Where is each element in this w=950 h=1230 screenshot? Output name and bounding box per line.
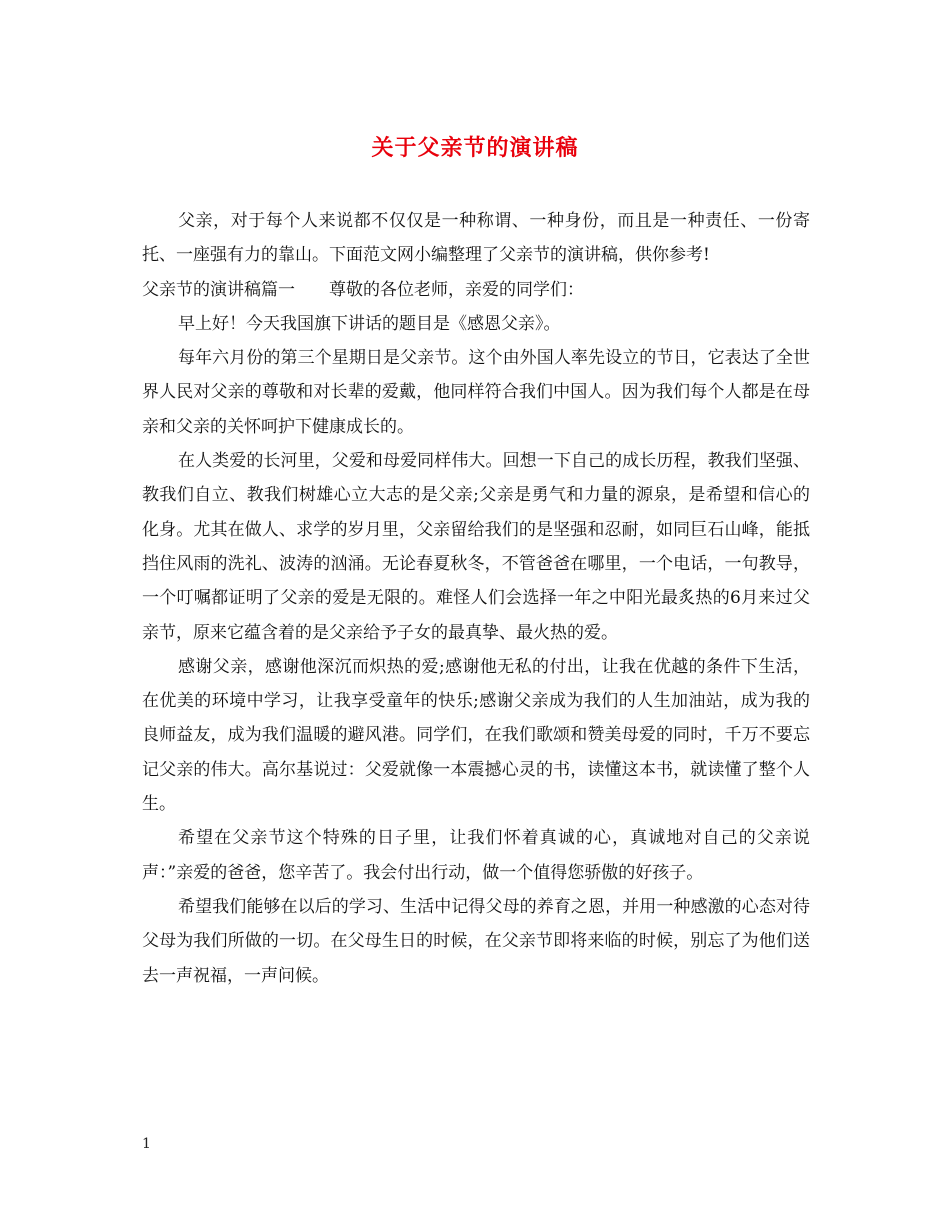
body-paragraph: 在人类爱的长河里，父爱和母爱同样伟大。回想一下自己的成长历程，教我们坚强、教我们自立、教我们树雄心立大志的是父亲;父亲是勇气和力量的源泉，是希望和信心的化身。尤其在做人、求学的岁月里，父亲留给我们的是坚强和忍耐，如同巨石山峰，能抵挡住风雨的洗礼、波涛的汹涌。无论春夏秋冬，不管爸爸在哪里，一个电话，一句教导，一个叮嘱都证明了父亲的爱是无限的。难怪人们会选择一年之中阳光最炙热的6月来过父亲节，原来它蕴含着的是父亲给予子女的最真挚、最火热的爱。: [142, 451, 810, 643]
section-heading-line: [142, 273, 810, 307]
page-number: 1: [142, 1136, 151, 1152]
document-title: 关于父亲节的演讲稿: [371, 135, 579, 161]
intro-paragraph: 父亲，对于每个人来说都不仅仅是一种称谓、一种身份，而且是一种责任、一份寄托、一座强有力的靠山。下面范文网小编整理了父亲节的演讲稿，供你参考!: [142, 211, 810, 266]
body-paragraph: 感谢父亲，感谢他深沉而炽热的爱;感谢他无私的付出，让我在优越的条件下生活，在优美的环境中学习，让我享受童年的快乐;感谢父亲成为我们的人生加油站，成为我的良师益友，成为我们温暖的避风港。同学们，在我们歌颂和赞美母爱的同时，千万不要忘记父亲的伟大。高尔基说过：父爱就像一本震撼心灵的书，读懂这本书，就读懂了整个人生。: [142, 656, 810, 815]
section-heading: 父亲节的演讲稿篇一: [142, 279, 295, 300]
document-body: [142, 204, 810, 993]
salutation: 尊敬的各位老师，亲爱的同学们：: [329, 279, 584, 300]
body-paragraph: 每年六月份的第三个星期日是父亲节。这个由外国人率先设立的节日，它表达了全世界人民对父亲的尊敬和对长辈的爱戴，他同样符合我们中国人。因为我们每个人都是在母亲和父亲的关怀呵护下健康成长的。: [142, 348, 810, 437]
greeting-paragraph: 早上好！今天我国旗下讲话的题目是《感恩父亲》。: [178, 313, 561, 334]
body-paragraph: 希望在父亲节这个特殊的日子里，让我们怀着真诚的心，真诚地对自己的父亲说声：”亲爱的爸爸，您辛苦了。我会付出行动，做一个值得您骄傲的好孩子。: [142, 828, 810, 883]
body-paragraph: 希望我们能够在以后的学习、生活中记得父母的养育之恩，并用一种感激的心态对待父母为我们所做的一切。在父母生日的时候，在父亲节即将来临的时候，别忘了为他们送去一声祝福，一声问候。: [142, 896, 810, 986]
